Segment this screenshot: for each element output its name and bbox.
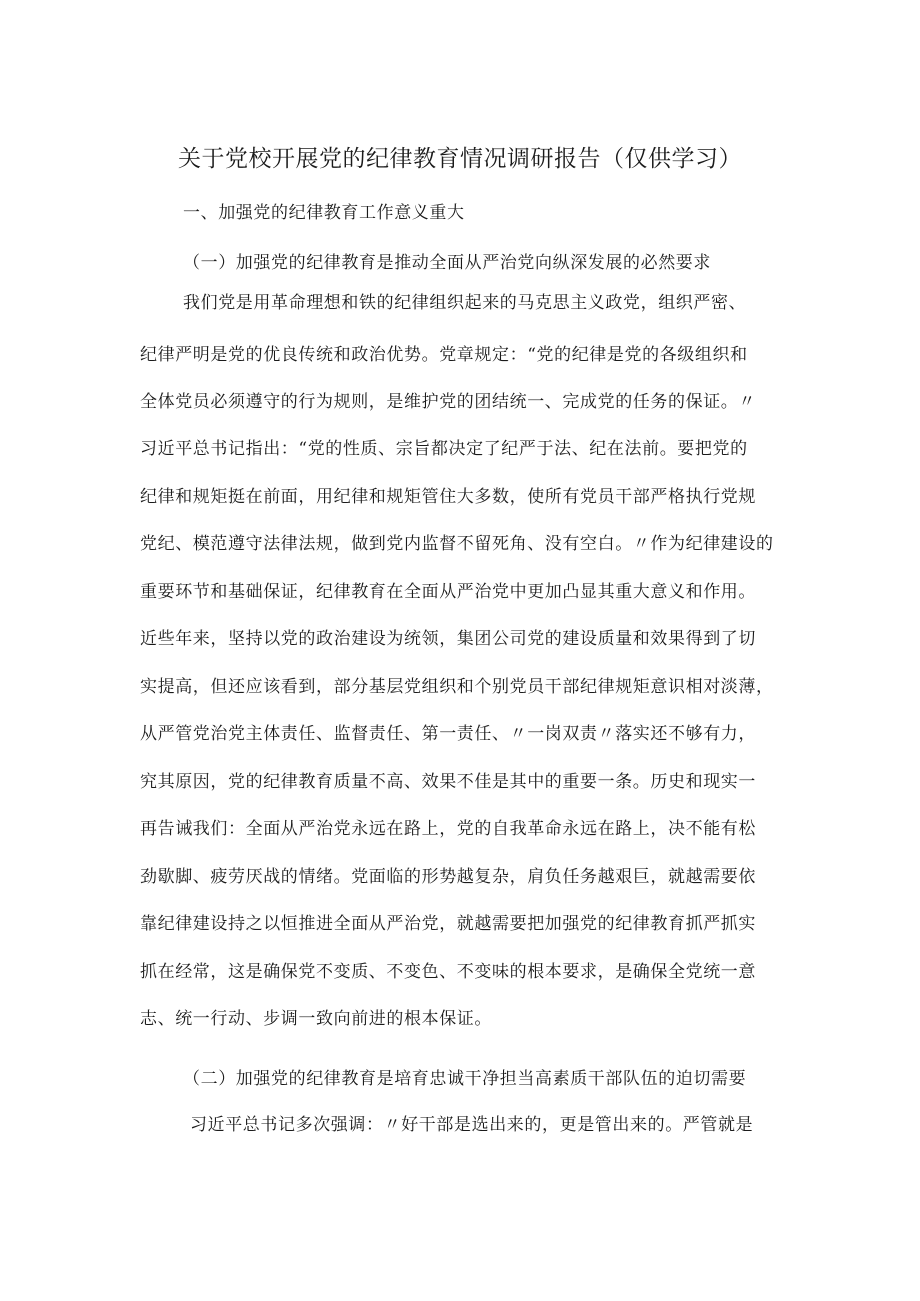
paragraph-line: 全体党员必须遵守的行为规则，是维护党的团结统一、完成党的任务的保证。〃 bbox=[140, 392, 756, 412]
section-heading-1: 一、加强党的纪律教育工作意义重大 bbox=[183, 203, 465, 223]
document-title: 关于党校开展党的纪律教育情况调研报告（仅供学习） bbox=[178, 146, 742, 172]
paragraph-line: 习近平总书记多次强调：〃好干部是选出来的，更是管出来的。严管就是 bbox=[190, 1115, 754, 1135]
paragraph-line: 纪律严明是党的优良传统和政治优势。党章规定：“党的纪律是党的各级组织和 bbox=[140, 345, 748, 365]
paragraph-line: 我们党是用革命理想和铁的纪律组织起来的马克思主义政党，组织严密、 bbox=[183, 293, 747, 313]
paragraph-line: 习近平总书记指出：“党的性质、宗旨都决定了纪严于法、纪在法前。要把党的 bbox=[140, 439, 748, 459]
paragraph-line: 党纪、模范遵守法律法规，做到党内监督不留死角、没有空白。〃作为纪律建设的 bbox=[140, 534, 774, 554]
subsection-heading-1: （一）加强党的纪律教育是推动全面从严治党向纵深发展的必然要求 bbox=[183, 253, 711, 273]
paragraph-line: 重要环节和基础保证，纪律教育在全面从严治党中更加凸显其重大意义和作用。 bbox=[140, 582, 756, 602]
paragraph-line: 从严管党治党主体责任、监督责任、第一责任、〃一岗双责〃落实还不够有力， bbox=[140, 724, 756, 744]
paragraph-line: 靠纪律建设持之以恒推进全面从严治党，就越需要把加强党的纪律教育抓严抓实 bbox=[140, 914, 756, 934]
paragraph-line: 再告诫我们：全面从严治党永远在路上，党的自我革命永远在路上，决不能有松 bbox=[140, 819, 756, 839]
paragraph-line: 抓在经常，这是确保党不变质、不变色、不变味的根本要求，是确保全党统一意 bbox=[140, 962, 756, 982]
paragraph-line: 实提高，但还应该看到，部分基层党组织和个别党员干部纪律规矩意识相对淡薄， bbox=[140, 677, 774, 697]
paragraph-line: 纪律和规矩挺在前面，用纪律和规矩管住大多数，使所有党员干部严格执行党规 bbox=[140, 487, 756, 507]
paragraph-line: 志、统一行动、步调一致向前进的根本保证。 bbox=[140, 1009, 492, 1029]
paragraph-line: 究其原因，党的纪律教育质量不高、效果不佳是其中的重要一条。历史和现实一 bbox=[140, 772, 756, 792]
paragraph-line: 近些年来，坚持以党的政治建设为统领，集团公司党的建设质量和效果得到了切 bbox=[140, 629, 756, 649]
paragraph-line: 劲歇脚、疲劳厌战的情绪。党面临的形势越复杂，肩负任务越艰巨，就越需要依 bbox=[140, 867, 756, 887]
subsection-heading-2: （二）加强党的纪律教育是培育忠诚干净担当高素质干部队伍的迫切需要 bbox=[183, 1069, 747, 1089]
